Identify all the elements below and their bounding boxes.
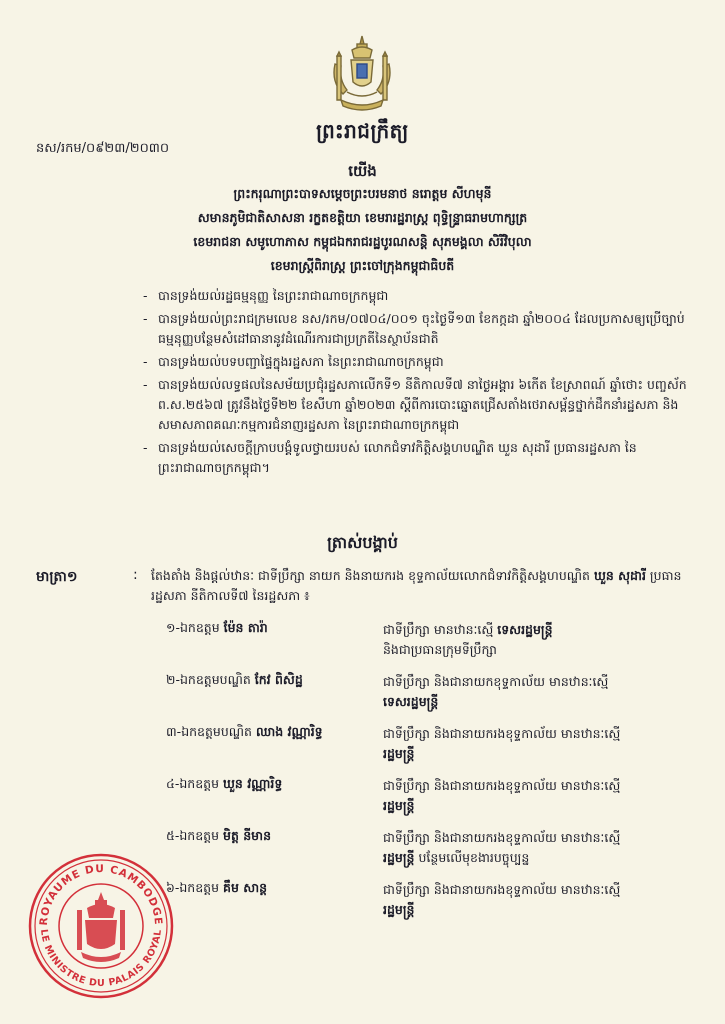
appointee-role-line2-bold: រដ្ឋមន្ត្រី <box>383 798 415 813</box>
appointee-role-5 <box>383 828 703 868</box>
article-text-name: ឃួន សុដារី <box>593 568 646 583</box>
appointee-prefix: ៦-ឯកឧត្តម <box>166 880 220 895</box>
article-text <box>151 566 711 606</box>
document-title: ព្រះរាជក្រឹត្យ <box>316 119 409 143</box>
article-text-main: តែងតាំង និងផ្តល់ឋានៈ ជាទីប្រឹក្សា នាយក និងនាយករង ខុទ្ទកាល័យលោកជំទាវកិត្តិសង្គហបណ្ឌិត <box>151 568 590 583</box>
appointee-role-6 <box>383 880 703 920</box>
king-title-line-4: ខេមរាស្ត្រីពិរាស្ត្រ ព្រះចៅក្រុងកម្ពុជាធិបតី <box>270 258 455 273</box>
document-subtitle: យើង <box>348 162 377 180</box>
preamble-item: - បានទ្រង់យល់ព្រះរាជក្រមលេខ នស/រកម/០៧០៤/០០១ ចុះថ្ងៃទី១៣ ខែកក្កដា ឆ្នាំ២០០៤ ដែលប្រកាសឲ្យប្រើច្បាប់ធម្មនុញ្ញបន្ថែមសំដៅធានានូវដំណើរការជាប្រក្រតីនៃស្ថាប័នជាតិ <box>143 309 703 349</box>
appointee-role-2 <box>383 672 703 712</box>
appointee-name-text: ឈាង វណ្ណារិទ្ធ <box>255 724 323 739</box>
appointee-role-line2-bold: ទេសរដ្ឋមន្ត្រី <box>383 694 439 709</box>
king-title-line-2: សមានភូមិជាតិសាសនា រក្ខតខត្តិយា ខេមរារដ្ឋរាស្ត្រ ពុទ្ធិន្ទ្រាធរាមហាក្សត្រ <box>197 210 528 225</box>
appointee-prefix: ៤-ឯកឧត្តម <box>166 776 220 791</box>
king-title-line-1: ព្រះករុណាព្រះបាទសម្តេចព្រះបរមនាថ នរោត្តម សីហមុនី <box>233 186 492 201</box>
appointee-role-1 <box>383 620 703 660</box>
preamble-item: - បានទ្រង់យល់បទបញ្ជាផ្ទៃក្នុងរដ្ឋសភា នៃព្រះរាជាណាចក្រកម្ពុជា <box>143 352 703 372</box>
appointee-name-3 <box>166 724 323 743</box>
appointee-name-text: កែវ ពិសិដ្ឋ <box>254 672 303 687</box>
appointee-role-3 <box>383 724 703 764</box>
document-number: នស/រកម/០៩២៣/២០៣០ <box>36 141 170 156</box>
appointee-role-line2-bold: រដ្ឋមន្ត្រី <box>383 746 415 761</box>
seal-top-text: ROYAUME DU CAMBODGE <box>37 862 165 926</box>
appointee-role-bold: ទេសរដ្ឋមន្ត្រី <box>497 622 553 637</box>
seal-bottom-text: LE MINISTRE DU PALAIS ROYAL <box>38 928 164 990</box>
appointee-prefix: ៥-ឯកឧត្តម <box>166 828 220 843</box>
appointee-prefix: ២-ឯកឧត្តមបណ្ឌិត <box>166 672 251 687</box>
appointee-role-line2: បន្ថែមលើមុខងារបច្ចុប្បន្ន <box>418 850 530 865</box>
appointee-role-main: ជាទីប្រឹក្សា និងជានាយកខុទ្ទកាល័យ មានឋានៈស្មើ <box>383 674 609 689</box>
decree-heading: ត្រាស់បង្គាប់ <box>327 533 398 552</box>
preamble-item: - បានទ្រង់យល់លទ្ធផលនៃសម័យប្រជុំរដ្ឋសភាលើកទី១ នីតិកាលទី៧ នាថ្ងៃអង្គារ ៦កើត ខែស្រាពណ៍ ឆ្នាំថោះ បញ្ចស័ក ព.ស.២៥៦៧ ត្រូវនឹងថ្ងៃទី២២ ខែសីហា ឆ្នាំ២០២៣ ស្តីពីការបោះឆ្នោតជ្រើសតាំងថេរាសម្ព័ន្ធថ្នាក់ដឹកនាំរដ្ឋសភា និងសមាសភាពគណៈកម្មការជំនាញរដ្ឋសភា នៃព្រះរាជាណាចក្រកម្ពុជា <box>143 375 703 435</box>
appointee-name-text: ឃួន វណ្ណារិទ្ធ <box>223 776 283 791</box>
appointee-prefix: ១-ឯកឧត្តម <box>166 620 220 635</box>
appointee-name-text: មិត្ត នីមាន <box>223 828 272 843</box>
article-colon: : <box>133 567 138 583</box>
appointee-prefix: ៣-ឯកឧត្តមបណ្ឌិត <box>166 724 252 739</box>
preamble-list <box>143 286 703 481</box>
appointee-name-4 <box>166 776 282 795</box>
appointee-role-main: ជាទីប្រឹក្សា និងជានាយករងខុទ្ទកាល័យ មានឋានៈស្មើ <box>383 778 621 793</box>
appointee-role-line2-bold: រដ្ឋមន្ត្រី <box>383 902 415 917</box>
appointee-role-main: ជាទីប្រឹក្សា និងជានាយករងខុទ្ទកាល័យ មានឋានៈស្មើ <box>383 830 621 845</box>
appointee-role-line2-bold: រដ្ឋមន្ត្រី <box>383 850 415 865</box>
appointee-name-2 <box>166 672 303 691</box>
appointee-role-line2: និងជាប្រធានក្រុមទីប្រឹក្សា <box>383 642 497 657</box>
article-label: មាត្រា១ <box>36 569 78 585</box>
appointee-name-6 <box>166 880 267 899</box>
appointee-role-main: ជាទីប្រឹក្សា មានឋានៈស្មើ <box>383 622 494 637</box>
appointee-role-main: ជាទីប្រឹក្សា និងជានាយករងខុទ្ទកាល័យ មានឋានៈស្មើ <box>383 726 621 741</box>
preamble-item: - បានទ្រង់យល់សេចក្តីក្រាបបង្គំទូលថ្វាយរបស់ លោកជំទាវកិត្តិសង្គហបណ្ឌិត ឃួន សុដារី ប្រធានរដ្ឋសភា នៃព្រះរាជាណាចក្រកម្ពុជា។ <box>143 438 703 478</box>
appointee-name-text: គឹម សាន្ត <box>223 880 268 895</box>
appointee-name-text: ម៉ែន តារ៉ា <box>223 620 268 635</box>
royal-coat-of-arms-icon <box>327 34 397 116</box>
article-text-rest: ប្រធានរដ្ឋសភា នីតិកាលទី៧ នៃរដ្ឋសភា ៖ <box>151 568 682 603</box>
appointee-role-4 <box>383 776 703 816</box>
appointee-name-5 <box>166 828 271 847</box>
appointee-role-main: ជាទីប្រឹក្សា និងជានាយករងខុទ្ទកាល័យ មានឋានៈស្មើ <box>383 882 621 897</box>
appointee-name-1 <box>166 620 268 639</box>
king-title-line-3: ខេមរាជនា សមូហោភាស កម្ពុជឯករាជរដ្ឋបូរណសន្តិ សុភមង្គលា សិរីវិបុលា <box>193 234 532 249</box>
preamble-item: - បានទ្រង់យល់រដ្ឋធម្មនុញ្ញ នៃព្រះរាជាណាចក្រកម្ពុជា <box>143 286 703 306</box>
royal-palace-seal-icon <box>27 852 175 1000</box>
